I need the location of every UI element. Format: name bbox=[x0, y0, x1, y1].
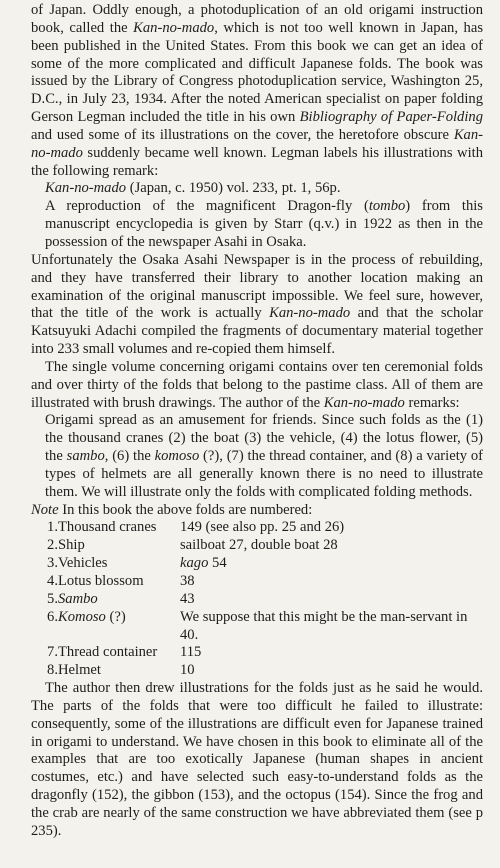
italic-term: Sambo bbox=[58, 590, 98, 607]
item-name bbox=[58, 609, 180, 645]
list-item bbox=[40, 519, 476, 537]
text-run: suddenly became well known. Legman labels his illustrations with the following remark: bbox=[31, 144, 483, 179]
item-number: 7. bbox=[47, 644, 58, 661]
item-value: 43 bbox=[180, 590, 195, 607]
list-item bbox=[40, 591, 476, 609]
text-run: Unfortunately the Osaka Asahi Newspaper is in the process of rebuilding, and they have transferred their library to another location making an examination of the original manuscript impossible. We feel sure, however, that the title of the work is actually bbox=[31, 251, 483, 322]
text-run: Origami spread as an amusement for friends. Since such folds as the (1) the thousand cranes (2) the boat (3) the vehicle, (4) the lotus flower, (5) the bbox=[45, 412, 483, 465]
item-name: Vehicles bbox=[58, 555, 108, 572]
italic-title: Bibliography of Paper-Folding bbox=[299, 109, 483, 126]
text-run: and that the scholar Katsuyuki Adachi compiled the fragments of documentary material together into 233 small volumes and re-copied them himself. bbox=[31, 305, 483, 358]
item-number: 6. bbox=[47, 608, 58, 625]
quote-dragonfly bbox=[45, 198, 483, 252]
italic-term: Komoso bbox=[58, 608, 106, 625]
text-run: and used some of its illustrations on the cover, the heretofore obscure bbox=[31, 126, 454, 143]
text-run: (?) bbox=[105, 608, 126, 625]
text-run: 54 bbox=[208, 555, 227, 572]
paragraph-single-volume bbox=[31, 359, 483, 413]
item-value: 10 bbox=[180, 662, 195, 679]
item-value: sailboat 27, double boat 28 bbox=[180, 537, 338, 554]
list-item bbox=[40, 573, 476, 591]
item-number: 2. bbox=[47, 537, 58, 554]
note-label: Note bbox=[31, 501, 59, 518]
item-value bbox=[180, 555, 476, 573]
item-value: 149 (see also pp. 25 and 26) bbox=[180, 519, 345, 536]
text-run: ) from this manuscript encyclopedia is given by Starr (q.v.) in 1922 as then in the possession of the newspaper Asahi in Osaka. bbox=[45, 198, 483, 250]
text-run: In this book the above folds are numbered: bbox=[58, 501, 313, 518]
text-run: of Japan. Oddly enough, a photoduplication of an old origami instruction book, called the bbox=[31, 2, 483, 36]
paragraph-author-illustrations: The author then drew illustrations for the folds just as he said he would. The parts of the folds that were too difficult he failed to illustrate: consequently, some of the illustrations are difficult even for Japanese trained in origami to understand. We have chosen in this book to eliminate all of the examples that are too exotically Japanese (human shapes in ancient costumes, etc.) and have selected such easy-to-understand folds as the dragonfly (152), the gibbon (153), and the octopus (154). Since the frog and the crab are nearly of the same construction we have abbreviated them (see p 235). bbox=[31, 680, 483, 839]
quote-legman-citation bbox=[45, 180, 483, 198]
item-name: Helmet bbox=[58, 662, 101, 679]
text-run: (?), (7) the thread container, and (8) a variety of types of helmets are all generally known there is no need to illustrate them. We will illustrate only the folds with complicated folding methods. bbox=[45, 448, 484, 500]
note-line bbox=[31, 502, 483, 520]
italic-title: Kan-no-mado bbox=[269, 305, 351, 322]
italic-title: Kan-no-mado bbox=[323, 394, 405, 411]
italic-term: kago bbox=[180, 555, 209, 572]
italic-term: sambo bbox=[66, 448, 105, 465]
item-number: 3. bbox=[47, 555, 58, 572]
text-column bbox=[31, 2, 483, 841]
item-number: 8. bbox=[47, 662, 58, 679]
item-name bbox=[58, 591, 180, 609]
item-value: 115 bbox=[180, 644, 202, 661]
italic-title: Kan-no-mado bbox=[31, 126, 483, 161]
text-run: remarks: bbox=[404, 394, 460, 411]
italic-title: Kan-no-mado bbox=[45, 180, 127, 197]
paragraph-kan-no-mado-intro bbox=[31, 2, 483, 180]
item-number: 5. bbox=[47, 590, 58, 607]
paragraph-osaka-asahi bbox=[31, 252, 483, 359]
list-item bbox=[40, 537, 476, 555]
item-number: 4. bbox=[47, 573, 58, 589]
list-item bbox=[40, 662, 476, 680]
list-item bbox=[40, 555, 476, 573]
item-name: Thousand cranes bbox=[58, 519, 157, 536]
text-run: (Japan, c. 1950) vol. 233, pt. 1, 56p. bbox=[126, 180, 341, 197]
text-run: , which is not too well known in Japan, has been published in the United States. From this book we can get an idea of some of the more complicated and difficult Japanese folds. The book was issued by the Library of Congress photoduplication service, Washington 25, D.C., in July 23, 1934. After the noted American specialist on paper folding Gerson Legman included the title in his own bbox=[31, 19, 483, 126]
italic-title: Kan-no-mado bbox=[133, 19, 215, 36]
item-name: Ship bbox=[58, 537, 85, 554]
quote-origami-amusement bbox=[45, 412, 483, 501]
item-name: Thread container bbox=[58, 644, 158, 661]
text-run: A reproduction of the magnificent Dragon-fly ( bbox=[45, 198, 369, 215]
italic-term: tombo bbox=[368, 198, 406, 215]
item-value: 38 bbox=[180, 573, 195, 589]
fold-number-list bbox=[40, 519, 476, 680]
list-item bbox=[40, 644, 476, 662]
item-value: We suppose that this might be the man-servant in 40. bbox=[180, 608, 468, 643]
item-name: Lotus blossom bbox=[58, 573, 144, 589]
text-run: The single volume concerning origami contains over ten ceremonial folds and over thirty of the folds that belong to the pastime class. All of them are illustrated with brush drawings. The author of the bbox=[31, 358, 483, 411]
italic-term: komoso bbox=[154, 448, 200, 465]
text-run: , (6) the bbox=[104, 448, 155, 465]
item-number: 1. bbox=[47, 519, 58, 536]
list-item bbox=[40, 609, 476, 645]
